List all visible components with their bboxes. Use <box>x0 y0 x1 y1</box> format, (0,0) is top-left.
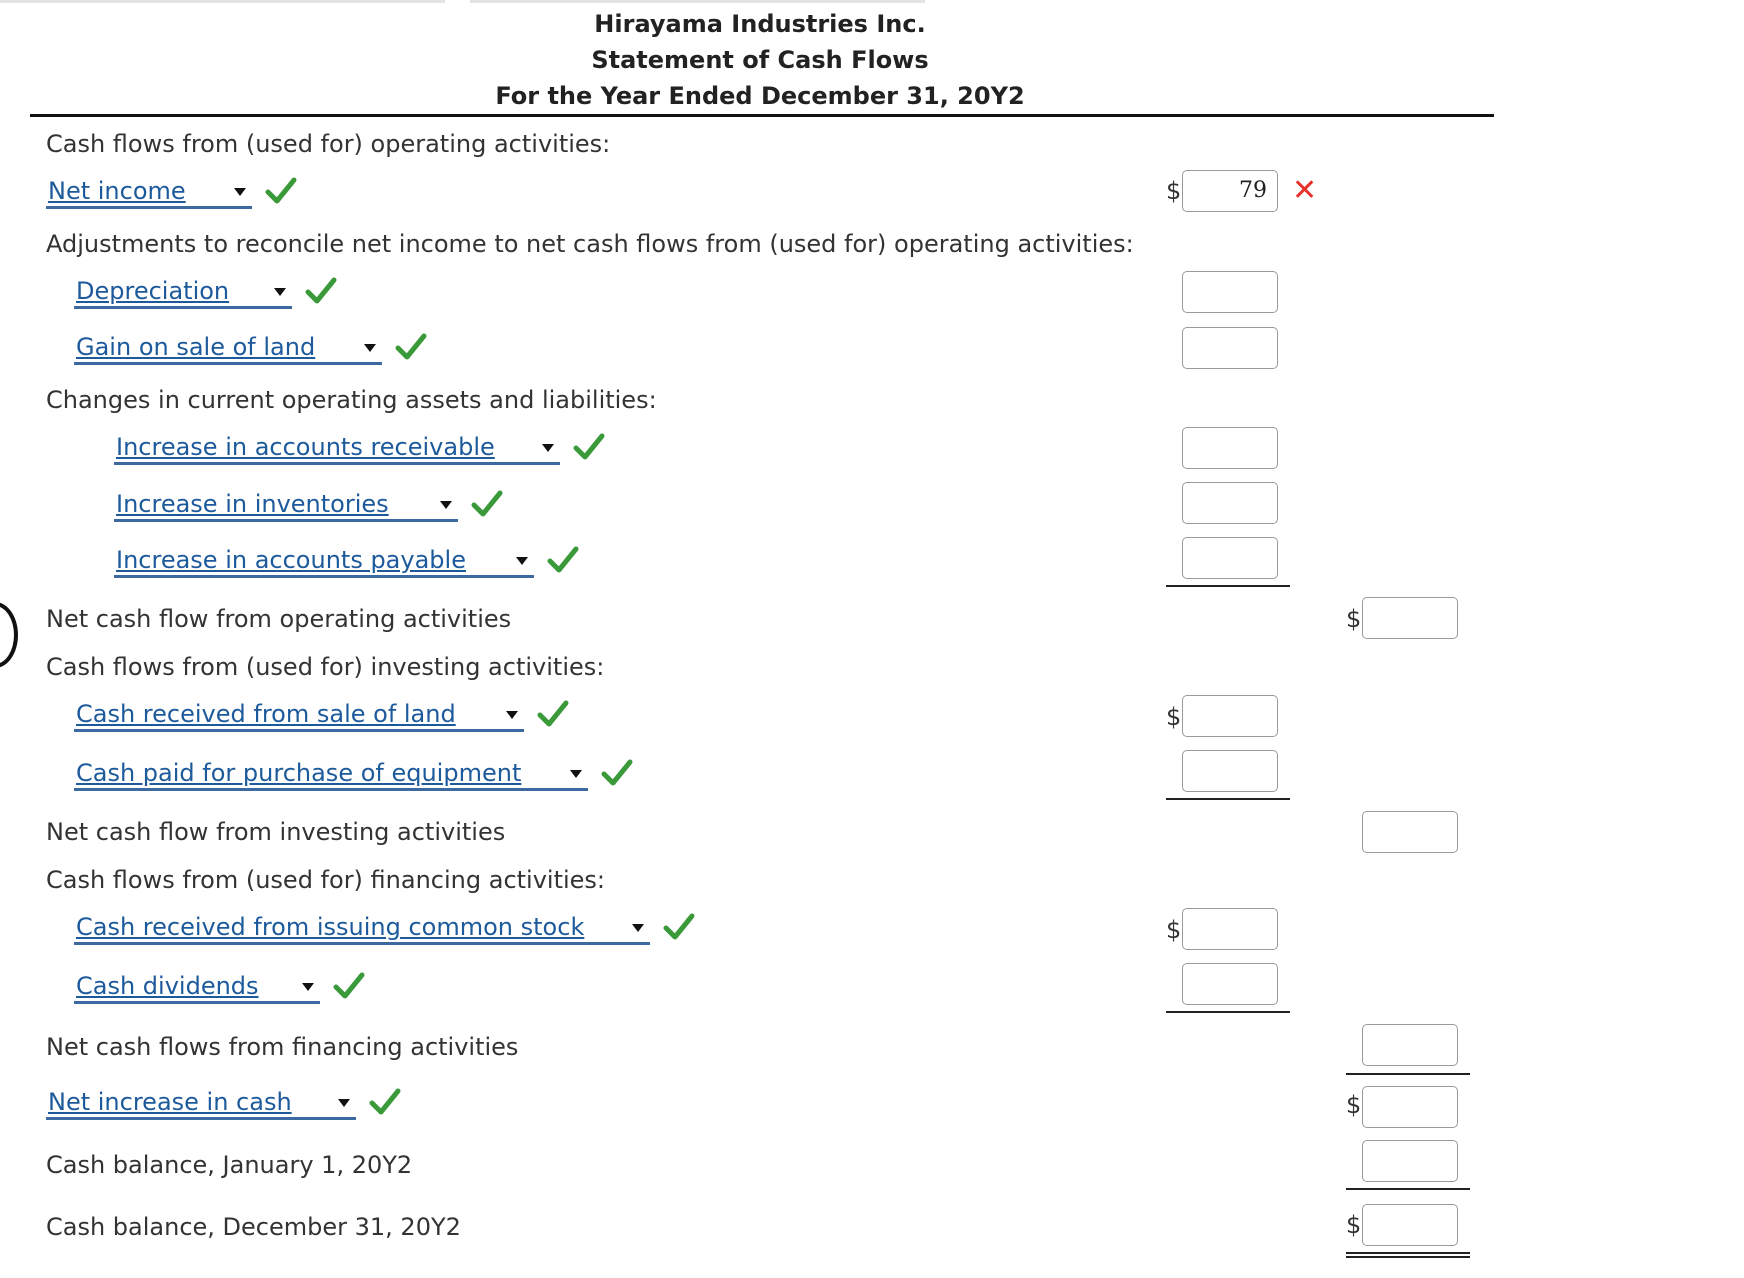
net-increase-dropdown[interactable] <box>46 1087 356 1120</box>
double-underline <box>1346 1252 1470 1258</box>
check-icon <box>394 332 428 362</box>
inventories-dropdown[interactable] <box>114 489 458 522</box>
dropdown-arrow-icon <box>234 188 246 196</box>
accounts-receivable-dropdown[interactable] <box>114 432 560 465</box>
sale-of-land-dropdown[interactable] <box>74 699 524 732</box>
gain-on-land-input[interactable] <box>1182 327 1278 369</box>
common-stock-dropdown-label: Cash received from issuing common stock <box>76 913 585 941</box>
dropdown-arrow-icon <box>542 444 554 452</box>
net-investing-input[interactable] <box>1362 811 1458 853</box>
net-investing-label: Net cash flow from investing activities <box>46 818 506 846</box>
depreciation-input[interactable] <box>1182 271 1278 313</box>
statement-title: Statement of Cash Flows <box>591 46 929 74</box>
operating-heading: Cash flows from (used for) operating activities: <box>46 130 611 158</box>
balance-jan-input[interactable] <box>1362 1140 1458 1182</box>
top-divider-right <box>470 0 925 3</box>
accounts-payable-dropdown-label: Increase in accounts payable <box>116 546 466 574</box>
net-operating-input[interactable] <box>1362 597 1458 639</box>
net-increase-dropdown-label: Net increase in cash <box>48 1088 292 1116</box>
net-income-dropdown[interactable] <box>46 176 252 209</box>
adjustments-heading: Adjustments to reconcile net income to net cash flows from (used for) operating activities: <box>46 230 1134 258</box>
accounts-receivable-input[interactable] <box>1182 427 1278 469</box>
dropdown-arrow-icon <box>506 711 518 719</box>
balance-dec-input[interactable] <box>1362 1204 1458 1246</box>
check-icon <box>264 176 298 206</box>
dollar-sign: $ <box>1346 1091 1362 1119</box>
dropdown-arrow-icon <box>516 557 528 565</box>
header-rule <box>30 114 1494 117</box>
common-stock-input[interactable] <box>1182 908 1278 950</box>
dollar-sign: $ <box>1346 1211 1362 1239</box>
inventories-dropdown-label: Increase in inventories <box>116 490 389 518</box>
dollar-sign: $ <box>1346 605 1362 633</box>
cash-dividends-input[interactable] <box>1182 963 1278 1005</box>
dropdown-arrow-icon <box>338 1099 350 1107</box>
dropdown-arrow-icon <box>364 344 376 352</box>
dollar-sign: $ <box>1166 177 1182 205</box>
check-icon <box>546 545 580 575</box>
dropdown-arrow-icon <box>632 924 644 932</box>
cash-dividends-dropdown-label: Cash dividends <box>76 972 259 1000</box>
check-icon <box>600 758 634 788</box>
investing-heading: Cash flows from (used for) investing activities: <box>46 653 605 681</box>
check-icon <box>304 276 338 306</box>
check-icon <box>368 1087 402 1117</box>
subtotal-underline <box>1166 585 1290 587</box>
gain-on-land-dropdown-label: Gain on sale of land <box>76 333 316 361</box>
dropdown-arrow-icon <box>274 288 286 296</box>
gain-on-land-dropdown[interactable] <box>74 332 382 365</box>
inventories-input[interactable] <box>1182 482 1278 524</box>
dollar-sign: $ <box>1166 916 1182 944</box>
sale-of-land-dropdown-label: Cash received from sale of land <box>76 700 456 728</box>
company-name: Hirayama Industries Inc. <box>594 10 926 38</box>
check-icon <box>470 489 504 519</box>
net-operating-label: Net cash flow from operating activities <box>46 605 512 633</box>
dropdown-arrow-icon <box>440 501 452 509</box>
incorrect-x-icon: ✕ <box>1292 173 1318 208</box>
balance-jan-label: Cash balance, January 1, 20Y2 <box>46 1151 413 1179</box>
purchase-equipment-dropdown-label: Cash paid for purchase of equipment <box>76 759 522 787</box>
purchase-equipment-dropdown[interactable] <box>74 758 588 791</box>
accounts-payable-dropdown[interactable] <box>114 545 534 578</box>
net-financing-label: Net cash flows from financing activities <box>46 1033 519 1061</box>
subtotal-underline <box>1166 1011 1290 1013</box>
top-divider-left <box>0 0 445 3</box>
depreciation-dropdown[interactable] <box>74 276 292 309</box>
net-increase-input[interactable] <box>1362 1086 1458 1128</box>
check-icon <box>332 971 366 1001</box>
dropdown-arrow-icon <box>570 770 582 778</box>
common-stock-dropdown[interactable] <box>74 912 650 945</box>
accounts-receivable-dropdown-label: Increase in accounts receivable <box>116 433 495 461</box>
depreciation-dropdown-label: Depreciation <box>76 277 230 305</box>
purchase-equipment-input[interactable] <box>1182 750 1278 792</box>
accounts-payable-input[interactable] <box>1182 537 1278 579</box>
total-underline <box>1346 1188 1470 1190</box>
total-underline <box>1346 1073 1470 1075</box>
balance-dec-label: Cash balance, December 31, 20Y2 <box>46 1213 461 1241</box>
net-financing-input[interactable] <box>1362 1024 1458 1066</box>
cash-dividends-dropdown[interactable] <box>74 971 320 1004</box>
subtotal-underline <box>1166 798 1290 800</box>
changes-heading: Changes in current operating assets and liabilities: <box>46 386 657 414</box>
dollar-sign: $ <box>1166 703 1182 731</box>
sale-of-land-input[interactable] <box>1182 695 1278 737</box>
check-icon <box>662 912 696 942</box>
net-income-input[interactable]: 79 <box>1182 170 1278 212</box>
statement-period: For the Year Ended December 31, 20Y2 <box>495 82 1025 110</box>
check-icon <box>572 432 606 462</box>
edge-circle-indicator <box>0 602 18 668</box>
financing-heading: Cash flows from (used for) financing activities: <box>46 866 606 894</box>
dropdown-arrow-icon <box>302 983 314 991</box>
net-income-dropdown-label: Net income <box>48 177 186 205</box>
check-icon <box>536 699 570 729</box>
